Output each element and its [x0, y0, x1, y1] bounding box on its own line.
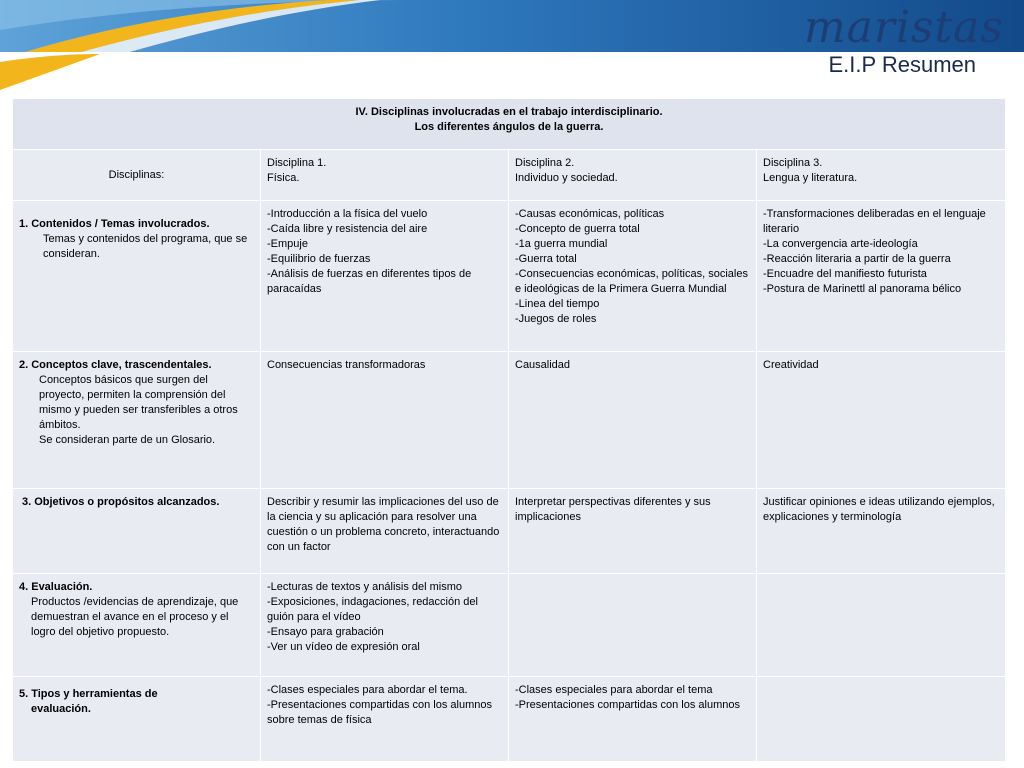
list-item: -Presentaciones compartidas con los alumnos sobre temas de física	[267, 699, 493, 726]
table-row	[13, 352, 1006, 489]
list-item: -Clases especiales para abordar el tema.	[267, 684, 468, 696]
row2-disc1-cell	[261, 352, 509, 489]
list-item: -Encuadre del manifiesto futurista	[763, 268, 927, 280]
row2-disc1-text: Consecuencias transformadoras	[267, 359, 426, 371]
row5-disc1-cell	[261, 677, 509, 762]
row5-label-cont: evaluación.	[31, 703, 91, 715]
table-row	[13, 677, 1006, 762]
list-item: -Equilibrio de fuerzas	[267, 253, 371, 265]
maristas-logo: maristas	[803, 2, 1004, 53]
disciplina-1-header	[261, 150, 509, 201]
row4-disc1-cell	[261, 574, 509, 677]
disciplina-3-header	[757, 150, 1006, 201]
row3-disc2-text: Interpretar perspectivas diferentes y sus implicaciones	[515, 496, 711, 523]
table-title-line2: Los diferentes ángulos de la guerra.	[414, 121, 604, 133]
list-item: -Transformaciones deliberadas en el lenguaje literario	[763, 208, 986, 235]
list-item: -Análisis de fuerzas en diferentes tipos de paracaídas	[267, 268, 472, 295]
row3-disc2-cell	[509, 489, 757, 574]
table-row	[13, 574, 1006, 677]
list-item: -La convergencia arte-ideología	[763, 238, 918, 250]
list-item: -Consecuencias económicas, políticas, sociales e ideológicas de la Primera Guerra Mundial	[515, 268, 748, 295]
table-title-cell	[13, 99, 1006, 150]
disciplina-2-title: Disciplina 2.	[515, 157, 575, 169]
row2-disc3-text: Creatividad	[763, 359, 819, 371]
row1-description: Temas y contenidos del programa, que se consideran.	[43, 233, 248, 260]
row2-disc3-cell	[757, 352, 1006, 489]
disciplina-1-name: Física.	[267, 172, 300, 184]
list-item: -1a guerra mundial	[515, 238, 608, 250]
disciplina-3-title: Disciplina 3.	[763, 157, 823, 169]
table-row	[13, 201, 1006, 352]
row5-disc2-cell	[509, 677, 757, 762]
list-item: -Empuje	[267, 238, 308, 250]
row1-label: 1. Contenidos / Temas involucrados.	[19, 218, 210, 230]
table-row	[13, 489, 1006, 574]
row2-disc2-cell	[509, 352, 757, 489]
list-item: -Linea del tiempo	[515, 298, 600, 310]
list-item: -Introducción a la física del vuelo	[267, 208, 428, 220]
list-item: -Exposiciones, indagaciones, redacción del guión para el vídeo	[267, 596, 478, 623]
row1-disc3-cell	[757, 201, 1006, 352]
disciplina-3-name: Lengua y literatura.	[763, 172, 858, 184]
row2-label: 2. Conceptos clave, trascendentales.	[19, 359, 212, 371]
list-item: -Reacción literaria a partir de la guerra	[763, 253, 951, 265]
page-subtitle: E.I.P Resumen	[828, 52, 976, 77]
row1-label-cell	[13, 201, 261, 352]
row3-disc1-cell	[261, 489, 509, 574]
row3-label-cell	[13, 489, 261, 574]
row3-disc1-text: Describir y resumir las implicaciones del uso de la ciencia y su aplicación para resolver una cuestión o un problema concreto, interactuando con un factor	[267, 496, 500, 553]
list-item: -Ensayo para grabación	[267, 626, 384, 638]
row5-label: 5. Tipos y herramientas de	[19, 688, 158, 700]
list-item: -Caída libre y resistencia del aire	[267, 223, 428, 235]
table-title-line1: IV. Disciplinas involucradas en el trabajo interdisciplinario.	[355, 106, 663, 118]
row4-disc2-cell	[509, 574, 757, 677]
row2-glossary-note: Se consideran parte de un Glosario.	[39, 434, 216, 446]
list-item: -Guerra total	[515, 253, 577, 265]
row4-label: 4. Evaluación.	[19, 581, 93, 593]
list-item: -Presentaciones compartidas con los alumnos	[515, 699, 741, 711]
row5-disc3-cell	[757, 677, 1006, 762]
disciplina-2-name: Individuo y sociedad.	[515, 172, 618, 184]
disciplinas-label: Disciplinas:	[108, 168, 165, 181]
disciplinas-label-cell	[13, 150, 261, 201]
list-item: -Concepto de guerra total	[515, 223, 640, 235]
list-item: -Lecturas de textos y análisis del mismo	[267, 581, 463, 593]
row2-label-cell	[13, 352, 261, 489]
row1-disc1-cell	[261, 201, 509, 352]
row1-disc2-cell	[509, 201, 757, 352]
row3-label: 3. Objetivos o propósitos alcanzados.	[22, 496, 220, 508]
row4-disc3-cell	[757, 574, 1006, 677]
list-item: -Ver un vídeo de expresión oral	[267, 641, 420, 653]
row2-disc2-text: Causalidad	[515, 359, 571, 371]
list-item: -Causas económicas, políticas	[515, 208, 665, 220]
disciplines-header-row	[13, 150, 1006, 201]
disciplines-table	[12, 98, 1006, 762]
row2-description: Conceptos básicos que surgen del proyecto, permiten la comprensión del mismo y pueden ser transferibles a otros ámbitos.	[39, 374, 238, 431]
row3-disc3-cell	[757, 489, 1006, 574]
row3-disc3-text: Justificar opiniones e ideas utilizando ejemplos, explicaciones y terminología	[763, 496, 995, 523]
table-title-row	[13, 99, 1006, 150]
row4-label-cell	[13, 574, 261, 677]
list-item: -Postura de Marinettl al panorama bélico	[763, 283, 962, 295]
list-item: -Clases especiales para abordar el tema	[515, 684, 713, 696]
row5-label-cell	[13, 677, 261, 762]
list-item: -Juegos de roles	[515, 313, 597, 325]
disciplina-1-title: Disciplina 1.	[267, 157, 327, 169]
row4-description: Productos /evidencias de aprendizaje, que demuestran el avance en el proceso y el logro del objetivo propuesto.	[31, 596, 239, 638]
disciplina-2-header	[509, 150, 757, 201]
